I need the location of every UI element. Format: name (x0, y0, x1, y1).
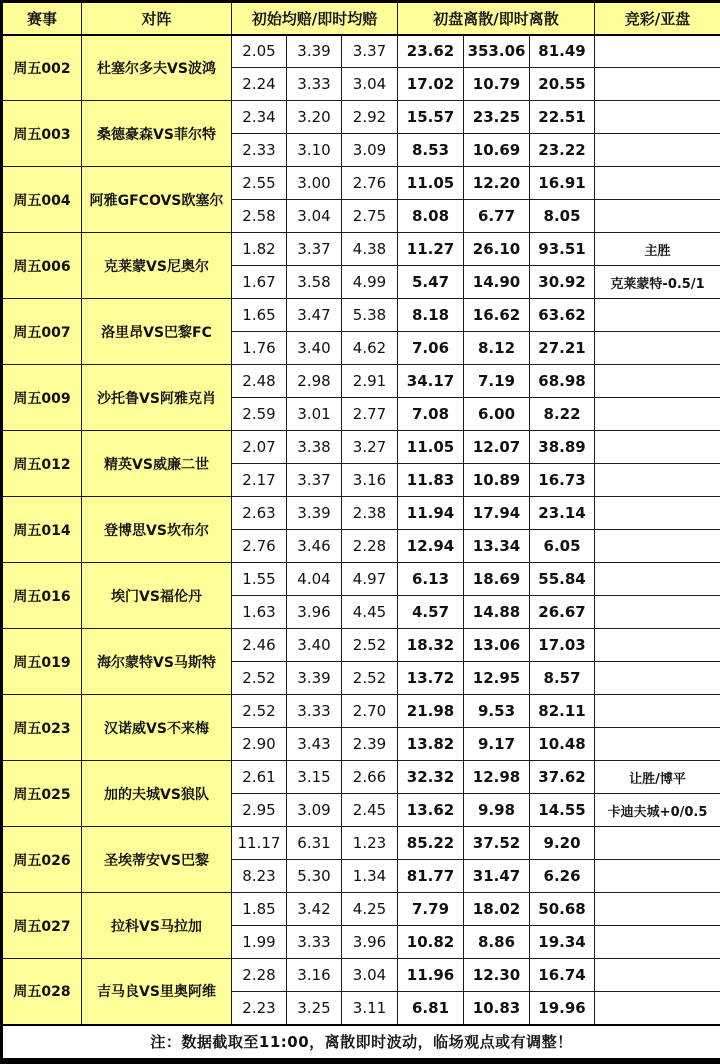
bet-advice (595, 662, 720, 695)
bet-advice (595, 959, 720, 992)
match-teams: 加的夫城VS狼队 (82, 761, 232, 827)
dispersion-value: 13.34 (464, 530, 530, 563)
odds-value: 3.39 (287, 497, 342, 530)
match-code: 周五027 (2, 893, 82, 959)
bet-advice (595, 926, 720, 959)
bet-advice (595, 827, 720, 860)
header-match: 赛事 (2, 2, 82, 35)
odds-value: 2.48 (232, 365, 287, 398)
odds-value: 3.37 (287, 233, 342, 266)
dispersion-value: 55.84 (530, 563, 595, 596)
table-row (2, 827, 720, 860)
match-teams: 海尔蒙特VS马斯特 (82, 629, 232, 695)
odds-value: 2.52 (342, 629, 398, 662)
bet-advice (595, 398, 720, 431)
dispersion-value: 13.06 (464, 629, 530, 662)
odds-value: 2.91 (342, 365, 398, 398)
odds-value: 1.55 (232, 563, 287, 596)
bet-advice (595, 200, 720, 233)
bet-advice (595, 893, 720, 926)
odds-value: 1.99 (232, 926, 287, 959)
dispersion-value: 14.55 (530, 794, 595, 827)
odds-value: 4.04 (287, 563, 342, 596)
odds-value: 11.17 (232, 827, 287, 860)
dispersion-value: 12.20 (464, 167, 530, 200)
odds-value: 3.01 (287, 398, 342, 431)
dispersion-value: 23.25 (464, 101, 530, 134)
odds-value: 5.38 (342, 299, 398, 332)
dispersion-value: 81.49 (530, 35, 595, 68)
match-teams: 阿雅GFCOVS欧塞尔 (82, 167, 232, 233)
dispersion-value: 10.48 (530, 728, 595, 761)
dispersion-value: 11.94 (398, 497, 464, 530)
dispersion-value: 50.68 (530, 893, 595, 926)
odds-value: 3.20 (287, 101, 342, 134)
bet-advice (595, 299, 720, 332)
odds-value: 3.39 (287, 662, 342, 695)
dispersion-value: 27.21 (530, 332, 595, 365)
header-bet: 竞彩/亚盘 (595, 2, 720, 35)
match-teams: 圣埃蒂安VS巴黎 (82, 827, 232, 893)
dispersion-value: 7.79 (398, 893, 464, 926)
odds-value: 3.96 (287, 596, 342, 629)
dispersion-value: 63.62 (530, 299, 595, 332)
odds-value: 3.16 (342, 464, 398, 497)
dispersion-value: 8.08 (398, 200, 464, 233)
bet-advice: 克莱蒙特-0.5/1 (595, 266, 720, 299)
dispersion-value: 12.94 (398, 530, 464, 563)
dispersion-value: 38.89 (530, 431, 595, 464)
footer-note: 注：数据截取至11:00，离散即时波动，临场观点或有调整！ (2, 1025, 720, 1061)
dispersion-value: 8.18 (398, 299, 464, 332)
bet-advice (595, 464, 720, 497)
match-code: 周五002 (2, 35, 82, 101)
odds-value: 2.70 (342, 695, 398, 728)
table-row (2, 431, 720, 464)
dispersion-value: 93.51 (530, 233, 595, 266)
match-teams: 精英VS威廉二世 (82, 431, 232, 497)
dispersion-value: 32.32 (398, 761, 464, 794)
odds-value: 1.63 (232, 596, 287, 629)
dispersion-value: 23.22 (530, 134, 595, 167)
dispersion-value: 11.96 (398, 959, 464, 992)
odds-value: 2.61 (232, 761, 287, 794)
dispersion-value: 26.10 (464, 233, 530, 266)
dispersion-value: 11.83 (398, 464, 464, 497)
match-teams: 克莱蒙VS尼奥尔 (82, 233, 232, 299)
table-header (2, 2, 720, 35)
footer-row (2, 1025, 720, 1061)
dispersion-value: 23.14 (530, 497, 595, 530)
odds-value: 2.52 (232, 695, 287, 728)
header-odds: 初始均赔/即时均赔 (232, 2, 398, 35)
dispersion-value: 17.94 (464, 497, 530, 530)
dispersion-value: 10.83 (464, 992, 530, 1025)
dispersion-value: 6.13 (398, 563, 464, 596)
odds-value: 2.05 (232, 35, 287, 68)
dispersion-value: 18.32 (398, 629, 464, 662)
bet-advice (595, 134, 720, 167)
dispersion-value: 30.92 (530, 266, 595, 299)
odds-value: 3.16 (287, 959, 342, 992)
dispersion-value: 37.52 (464, 827, 530, 860)
dispersion-value: 14.88 (464, 596, 530, 629)
odds-value: 3.00 (287, 167, 342, 200)
odds-value: 4.99 (342, 266, 398, 299)
dispersion-value: 6.77 (464, 200, 530, 233)
match-code: 周五026 (2, 827, 82, 893)
bet-advice (595, 497, 720, 530)
odds-value: 2.38 (342, 497, 398, 530)
dispersion-value: 11.05 (398, 431, 464, 464)
odds-value: 3.10 (287, 134, 342, 167)
dispersion-value: 85.22 (398, 827, 464, 860)
bet-advice (595, 992, 720, 1025)
dispersion-value: 12.07 (464, 431, 530, 464)
dispersion-value: 9.53 (464, 695, 530, 728)
dispersion-value: 18.02 (464, 893, 530, 926)
odds-value: 2.46 (232, 629, 287, 662)
header-row (2, 2, 720, 35)
dispersion-value: 15.57 (398, 101, 464, 134)
odds-value: 2.52 (232, 662, 287, 695)
bet-advice (595, 332, 720, 365)
odds-value: 1.67 (232, 266, 287, 299)
dispersion-value: 19.96 (530, 992, 595, 1025)
bet-advice (595, 695, 720, 728)
table-row (2, 629, 720, 662)
match-code: 周五014 (2, 497, 82, 563)
match-teams: 拉科VS马拉加 (82, 893, 232, 959)
table-row (2, 167, 720, 200)
odds-value: 2.55 (232, 167, 287, 200)
table-footer (2, 1025, 720, 1061)
odds-value: 3.33 (287, 68, 342, 101)
dispersion-value: 7.08 (398, 398, 464, 431)
match-code: 周五009 (2, 365, 82, 431)
table-row (2, 101, 720, 134)
dispersion-value: 34.17 (398, 365, 464, 398)
match-code: 周五028 (2, 959, 82, 1025)
dispersion-value: 9.17 (464, 728, 530, 761)
odds-value: 3.15 (287, 761, 342, 794)
match-teams: 汉诺威VS不来梅 (82, 695, 232, 761)
match-code: 周五016 (2, 563, 82, 629)
match-teams: 桑德豪森VS菲尔特 (82, 101, 232, 167)
match-teams: 埃门VS福伦丹 (82, 563, 232, 629)
odds-value: 2.92 (342, 101, 398, 134)
odds-value: 2.58 (232, 200, 287, 233)
dispersion-value: 6.26 (530, 860, 595, 893)
bet-advice (595, 596, 720, 629)
bet-advice (595, 629, 720, 662)
dispersion-value: 13.82 (398, 728, 464, 761)
dispersion-value: 8.57 (530, 662, 595, 695)
odds-value: 1.23 (342, 827, 398, 860)
dispersion-value: 9.20 (530, 827, 595, 860)
match-code: 周五003 (2, 101, 82, 167)
dispersion-value: 8.12 (464, 332, 530, 365)
dispersion-value: 12.30 (464, 959, 530, 992)
odds-value: 3.40 (287, 629, 342, 662)
odds-value: 1.85 (232, 893, 287, 926)
dispersion-value: 8.53 (398, 134, 464, 167)
odds-value: 3.39 (287, 35, 342, 68)
dispersion-value: 19.34 (530, 926, 595, 959)
dispersion-value: 6.81 (398, 992, 464, 1025)
dispersion-value: 26.67 (530, 596, 595, 629)
match-code: 周五007 (2, 299, 82, 365)
dispersion-value: 6.00 (464, 398, 530, 431)
odds-value: 3.43 (287, 728, 342, 761)
bet-advice (595, 35, 720, 68)
odds-value: 3.37 (287, 464, 342, 497)
odds-value: 2.45 (342, 794, 398, 827)
dispersion-value: 8.22 (530, 398, 595, 431)
odds-value: 1.76 (232, 332, 287, 365)
odds-value: 3.37 (342, 35, 398, 68)
odds-value: 2.63 (232, 497, 287, 530)
odds-value: 4.45 (342, 596, 398, 629)
odds-value: 4.62 (342, 332, 398, 365)
header-matchup: 对阵 (82, 2, 232, 35)
odds-value: 2.28 (342, 530, 398, 563)
odds-value: 2.52 (342, 662, 398, 695)
odds-value: 6.31 (287, 827, 342, 860)
dispersion-value: 11.27 (398, 233, 464, 266)
dispersion-value: 7.19 (464, 365, 530, 398)
match-teams: 沙托鲁VS阿雅克肖 (82, 365, 232, 431)
dispersion-value: 21.98 (398, 695, 464, 728)
header-dispersion: 初盘离散/即时离散 (398, 2, 595, 35)
dispersion-value: 16.91 (530, 167, 595, 200)
match-code: 周五006 (2, 233, 82, 299)
bet-advice: 主胜 (595, 233, 720, 266)
bet-advice (595, 167, 720, 200)
odds-value: 8.23 (232, 860, 287, 893)
odds-value: 3.58 (287, 266, 342, 299)
dispersion-value: 7.06 (398, 332, 464, 365)
table-row (2, 563, 720, 596)
table-row (2, 893, 720, 926)
odds-value: 5.30 (287, 860, 342, 893)
table-row (2, 761, 720, 794)
dispersion-value: 68.98 (530, 365, 595, 398)
odds-value: 2.34 (232, 101, 287, 134)
odds-value: 3.27 (342, 431, 398, 464)
dispersion-value: 11.05 (398, 167, 464, 200)
match-teams: 杜塞尔多夫VS波鸿 (82, 35, 232, 101)
match-code: 周五023 (2, 695, 82, 761)
odds-value: 3.96 (342, 926, 398, 959)
dispersion-value: 12.95 (464, 662, 530, 695)
odds-value: 2.66 (342, 761, 398, 794)
dispersion-value: 353.06 (464, 35, 530, 68)
dispersion-value: 8.05 (530, 200, 595, 233)
odds-value: 2.24 (232, 68, 287, 101)
dispersion-value: 14.90 (464, 266, 530, 299)
table-row (2, 365, 720, 398)
dispersion-value: 22.51 (530, 101, 595, 134)
dispersion-value: 17.02 (398, 68, 464, 101)
table-row (2, 959, 720, 992)
odds-value: 2.59 (232, 398, 287, 431)
dispersion-value: 12.98 (464, 761, 530, 794)
table-body (2, 35, 720, 1025)
odds-value: 3.04 (342, 68, 398, 101)
dispersion-value: 13.62 (398, 794, 464, 827)
odds-value: 3.42 (287, 893, 342, 926)
odds-value: 3.11 (342, 992, 398, 1025)
odds-value: 4.38 (342, 233, 398, 266)
table-row (2, 35, 720, 68)
odds-value: 3.47 (287, 299, 342, 332)
odds-value: 2.76 (232, 530, 287, 563)
dispersion-value: 81.77 (398, 860, 464, 893)
odds-value: 2.07 (232, 431, 287, 464)
dispersion-value: 16.74 (530, 959, 595, 992)
dispersion-value: 13.72 (398, 662, 464, 695)
bet-advice (595, 860, 720, 893)
dispersion-value: 16.62 (464, 299, 530, 332)
odds-value: 1.34 (342, 860, 398, 893)
odds-value: 3.04 (342, 959, 398, 992)
odds-value: 2.23 (232, 992, 287, 1025)
odds-value: 3.38 (287, 431, 342, 464)
dispersion-value: 20.55 (530, 68, 595, 101)
dispersion-value: 16.73 (530, 464, 595, 497)
dispersion-value: 23.62 (398, 35, 464, 68)
dispersion-value: 5.47 (398, 266, 464, 299)
odds-value: 3.40 (287, 332, 342, 365)
bet-advice (595, 563, 720, 596)
odds-value: 3.33 (287, 926, 342, 959)
dispersion-value: 10.69 (464, 134, 530, 167)
dispersion-value: 6.05 (530, 530, 595, 563)
odds-value: 2.90 (232, 728, 287, 761)
match-code: 周五004 (2, 167, 82, 233)
odds-value: 3.46 (287, 530, 342, 563)
match-teams: 吉马良VS里奥阿维 (82, 959, 232, 1025)
odds-value: 1.65 (232, 299, 287, 332)
dispersion-value: 9.98 (464, 794, 530, 827)
odds-value: 3.09 (342, 134, 398, 167)
dispersion-value: 10.89 (464, 464, 530, 497)
odds-value: 3.25 (287, 992, 342, 1025)
odds-value: 2.75 (342, 200, 398, 233)
odds-value: 2.98 (287, 365, 342, 398)
dispersion-value: 4.57 (398, 596, 464, 629)
table-row (2, 695, 720, 728)
match-code: 周五012 (2, 431, 82, 497)
odds-value: 3.04 (287, 200, 342, 233)
bet-advice: 让胜/博平 (595, 761, 720, 794)
dispersion-value: 18.69 (464, 563, 530, 596)
odds-value: 3.33 (287, 695, 342, 728)
match-teams: 登博思VS坎布尔 (82, 497, 232, 563)
bet-advice (595, 530, 720, 563)
odds-value: 2.33 (232, 134, 287, 167)
odds-value: 2.95 (232, 794, 287, 827)
bet-advice (595, 68, 720, 101)
bet-advice (595, 101, 720, 134)
odds-value: 2.17 (232, 464, 287, 497)
odds-value: 2.76 (342, 167, 398, 200)
match-code: 周五019 (2, 629, 82, 695)
dispersion-value: 37.62 (530, 761, 595, 794)
bet-advice (595, 728, 720, 761)
bet-advice (595, 365, 720, 398)
dispersion-value: 10.79 (464, 68, 530, 101)
dispersion-value: 8.86 (464, 926, 530, 959)
dispersion-value: 10.82 (398, 926, 464, 959)
dispersion-value: 82.11 (530, 695, 595, 728)
odds-value: 4.25 (342, 893, 398, 926)
dispersion-value: 17.03 (530, 629, 595, 662)
odds-value: 2.77 (342, 398, 398, 431)
bet-advice: 卡迪夫城+0/0.5 (595, 794, 720, 827)
odds-value: 1.82 (232, 233, 287, 266)
odds-value: 2.39 (342, 728, 398, 761)
table-row (2, 497, 720, 530)
odds-value: 3.09 (287, 794, 342, 827)
odds-value: 2.28 (232, 959, 287, 992)
dispersion-value: 31.47 (464, 860, 530, 893)
table-row (2, 299, 720, 332)
bet-advice (595, 431, 720, 464)
match-teams: 洛里昂VS巴黎FC (82, 299, 232, 365)
odds-value: 4.97 (342, 563, 398, 596)
table-row (2, 233, 720, 266)
match-code: 周五025 (2, 761, 82, 827)
